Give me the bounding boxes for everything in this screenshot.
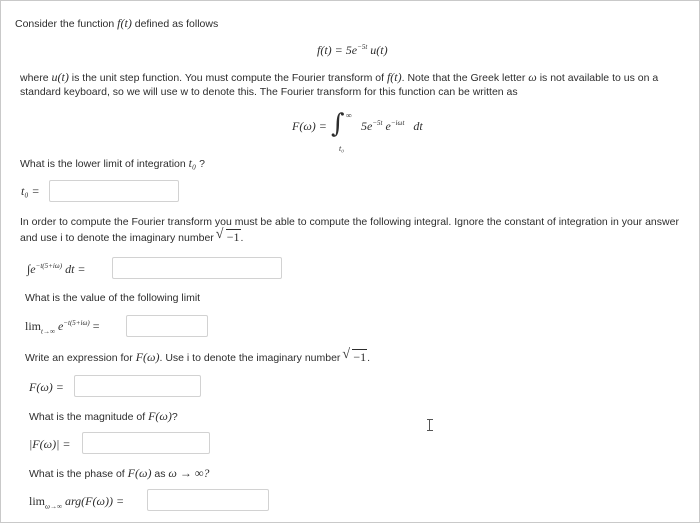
intro-lead: Consider the function: [15, 18, 115, 30]
intro-line: [15, 17, 218, 31]
sqrt-symbol-2: [343, 351, 367, 364]
q2-line-2: [20, 231, 243, 245]
transform-term2: e: [385, 119, 391, 133]
paragraph-part1: where: [20, 72, 49, 84]
q4-label: F(ω) =: [29, 380, 64, 394]
transform-upper-limit: ∞: [346, 111, 352, 120]
q5-text: [29, 410, 178, 424]
transform-exp2: −iωt: [390, 119, 405, 127]
q1-label: t₀ =: [21, 184, 40, 198]
paragraph-omega: ω: [528, 70, 537, 84]
q5-mark: ?: [171, 411, 178, 423]
paragraph-line-1: [20, 71, 658, 85]
q6-text: [29, 467, 209, 481]
q6-var: F(ω): [127, 466, 152, 480]
intro-tail: defined as follows: [134, 18, 219, 30]
q5-var: F(ω): [148, 409, 172, 423]
transform-lhs: F(ω) =: [292, 119, 327, 133]
q5-prompt: What is the magnitude of: [29, 411, 146, 423]
q3-text: What is the value of the following limit: [25, 292, 201, 304]
q3-e: e: [57, 319, 64, 333]
phase-limit-input[interactable]: [147, 489, 269, 511]
definition-rhs: u(t): [370, 43, 388, 57]
magnitude-input[interactable]: [82, 432, 210, 454]
q6-lim: lim: [29, 494, 46, 508]
transform-term1: 5e: [361, 119, 373, 133]
q6-lim-sub: ω→∞: [45, 502, 62, 511]
q4-tail: . Use i to denote the imaginary number: [159, 352, 341, 364]
lower-limit-input[interactable]: [49, 180, 179, 202]
integral-sign: ∫: [331, 109, 345, 139]
q2-line-1: In order to compute the Fourier transform you must be able to compute the following integral. Ignore the constant of integration in your answer: [20, 216, 679, 228]
paragraph-part2: is the unit step function. You must compute the Fourier transform of: [71, 72, 385, 84]
sqrt-symbol: [217, 231, 241, 244]
q2-line-2-text: and use i to denote the imaginary number: [20, 232, 214, 244]
q1-var: t₀: [188, 156, 197, 170]
transform-lower-limit: t₀: [339, 144, 345, 153]
q4-sqrt-value: −1: [353, 350, 367, 364]
q2-integrand-base: ∫e: [27, 262, 36, 276]
q6-expression: [29, 494, 125, 511]
function-definition: [317, 44, 388, 57]
q1-mark: ?: [199, 158, 205, 170]
q2-sqrt-value: −1: [226, 230, 240, 244]
paragraph-u: u(t): [51, 70, 69, 84]
definition-exponent: −5t: [357, 43, 368, 51]
transform-exp1: −5t: [372, 119, 383, 127]
q6-as: as: [154, 468, 166, 480]
q4-period: .: [367, 352, 371, 364]
transform-dt: dt: [413, 119, 423, 133]
q3-lim-sub: t→∞: [41, 327, 55, 336]
q2-integrand-tail: dt =: [65, 262, 86, 276]
text-cursor-icon: [429, 419, 430, 431]
q4-prompt: Write an expression for: [25, 352, 133, 364]
intro-function: f(t): [117, 16, 132, 30]
paragraph-part3: . Note that the Greek letter: [401, 72, 526, 84]
q4-var: F(ω): [135, 350, 160, 364]
paragraph-part4: is not available to us on a: [539, 72, 659, 84]
q1-text: [20, 157, 205, 171]
q6-limit: ω → ∞?: [168, 466, 210, 480]
paragraph-line-2: standard keyboard, so we will use w to denote this. The Fourier transform for this function can be written as: [20, 86, 518, 98]
definition-lhs: f(t) = 5e: [317, 43, 358, 57]
limit-input[interactable]: [126, 315, 208, 337]
q6-prompt: What is the phase of: [29, 468, 125, 480]
q3-limit-expression: [25, 319, 100, 336]
q1-prompt: What is the lower limit of integration: [20, 158, 186, 170]
q3-e-exp: −t(5+iω): [63, 319, 90, 327]
integral-input[interactable]: [112, 257, 282, 279]
q2-integrand: [27, 263, 86, 276]
transform-integrand: [361, 120, 423, 133]
transform-expression-input[interactable]: [74, 375, 201, 397]
q3-lim: lim: [25, 319, 42, 333]
q3-eq: =: [92, 319, 100, 333]
q2-period: .: [240, 232, 244, 244]
q6-arg: arg(F(ω)) =: [64, 494, 125, 508]
q2-integrand-exp: −t(5+iω): [35, 262, 63, 270]
q5-label: |F(ω)| =: [29, 437, 71, 451]
paragraph-f: f(t): [386, 70, 402, 84]
q4-text: [25, 351, 370, 365]
